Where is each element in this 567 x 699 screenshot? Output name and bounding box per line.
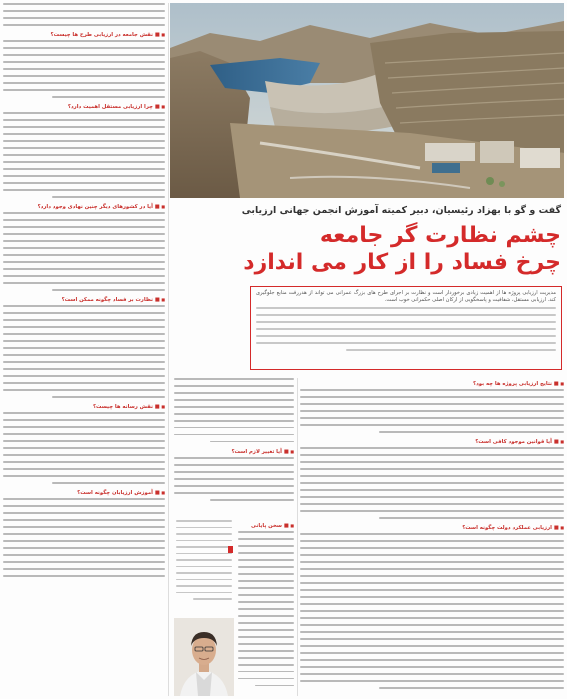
left-question-2: ■ ■ چرا ارزیابی مستقل اهمیت دارد؟ [3, 103, 165, 111]
portrait-caption [176, 520, 232, 612]
portrait-illustration [174, 618, 234, 696]
left-question-4: ■ ■ نظارت بر فساد چگونه ممکن است؟ [3, 296, 165, 304]
right-text-block-3 [300, 533, 564, 688]
right-question-3: ■ ■ ارزیابی عملکرد دولت چگونه است؟ [300, 524, 564, 532]
right-question-1: ■ ■ نتایج ارزیابی پروژه ها چه بود؟ [300, 380, 564, 388]
caption-marker [228, 546, 233, 553]
left-column [3, 3, 165, 696]
left-text-block-7 [3, 498, 165, 576]
dam-photo-illustration [170, 3, 564, 198]
left-question-5: ■ ■ نقش رسانه ها چیست؟ [3, 403, 165, 411]
middle-column [174, 378, 294, 518]
mid-question-1: ■ ■ آیا تغییر لازم است؟ [174, 448, 294, 456]
mid-text-block-3 [238, 531, 294, 686]
left-text-block-6 [3, 412, 165, 483]
left-text-block-1 [3, 3, 165, 26]
column-divider-right [297, 378, 298, 696]
mid-question-2: ■ ■ سخن پایانی [238, 522, 294, 530]
left-text-block-4 [3, 212, 165, 290]
article-headline [201, 222, 561, 276]
lead-box [250, 286, 562, 370]
right-text-block-2 [300, 447, 564, 518]
column-divider-left [168, 3, 169, 696]
left-question-3: ■ ■ آیا در کشورهای دیگر چنین نهادی وجود دارد؟ [3, 203, 165, 211]
right-column [300, 378, 564, 696]
right-question-2: ■ ■ آیا قوانین موجود کافی است؟ [300, 438, 564, 446]
mid-text-block-2 [174, 457, 294, 501]
lead-lines [256, 307, 556, 351]
middle-column-lower [238, 520, 294, 696]
left-question-1: ■ ■ نقش جامعه در ارزیابی طرح ها چیست؟ [3, 31, 165, 39]
headline-line-1: چشم نظارت گر جامعه [319, 223, 561, 248]
left-text-block-3 [3, 112, 165, 197]
left-question-6: ■ ■ آموزش ارزیابان چگونه است؟ [3, 489, 165, 497]
interviewee-portrait [174, 618, 234, 696]
left-text-block-2 [3, 40, 165, 97]
headline-line-2: چرخ فساد را از کار می اندازد [243, 250, 561, 275]
right-text-block-1 [300, 389, 564, 433]
left-text-block-5 [3, 305, 165, 397]
article-kicker: گفت و گو با بهزاد رئیسیان، دبیر کمیته آموزش انجمن جهانی ارزیابی [241, 205, 561, 216]
mid-text-block-1 [174, 378, 294, 442]
lead-text: مدیریت ارزیابی پروژه ها از اهمیت زیادی برخوردار است و نظارت بر اجرای طرح های بزرگ عمرانی می تواند از هدررفت منابع جلوگیری کند. ارزیابی مستقل، شفافیت و پاسخگویی از ارکان اصلی حکمرانی خوب است. [256, 290, 556, 304]
dam-photo [170, 3, 564, 198]
